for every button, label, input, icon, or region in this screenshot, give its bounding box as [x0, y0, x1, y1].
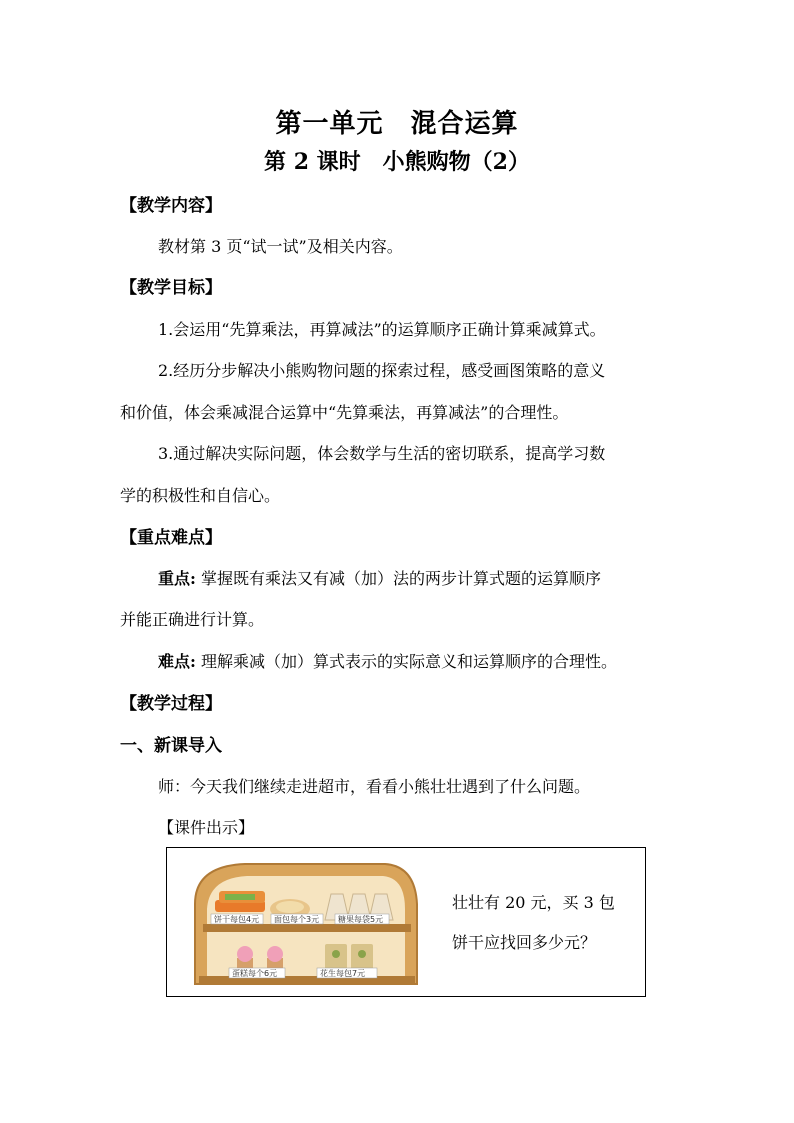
key-label: 重点: [158, 569, 196, 588]
biscuit-pack-icon [215, 891, 265, 912]
shelf-board-top [203, 924, 411, 932]
difficult-point [158, 649, 617, 672]
question-line-1: 壮壮有 20 元，买 3 包 [452, 893, 615, 912]
content-heading: 【教学内容】 [120, 196, 222, 216]
goal-3-line-1: 3.通过解决实际问题，体会数学与生活的密切联系，提高学习数 [158, 444, 606, 463]
process-heading: 【教学过程】 [120, 694, 222, 714]
price-text-biscuit: 饼干每包4元 [214, 915, 260, 924]
key-text: 掌握既有乘法又有减（加）法的两步计算式题的运算顺序 [195, 569, 602, 588]
price-text-bread: 面包每个3元 [274, 915, 320, 924]
price-label-cake [229, 968, 285, 978]
lesson-subtitle: 第 2 课时 小熊购物（2） [264, 149, 530, 175]
key-heading: 【重点难点】 [120, 528, 222, 548]
price-text-candy: 糖果每袋5元 [338, 915, 384, 924]
price-label-peanut [317, 968, 377, 978]
courseware-box [166, 847, 646, 997]
page-title: 第一单元 混合运算 [275, 109, 519, 139]
store-shelf-illustration [185, 854, 425, 994]
price-label-candy [335, 914, 389, 924]
courseware-heading: 【课件出示】 [158, 818, 255, 837]
goal-3-line-2: 学的积极性和自信心。 [120, 486, 281, 505]
goal-1: 1.会运用“先算乘法，再算减法”的运算顺序正确计算乘减算式。 [158, 320, 606, 339]
goal-2-line-1: 2.经历分步解决小熊购物问题的探索过程，感受画图策略的意义 [158, 361, 606, 380]
price-text-peanut: 花生每包7元 [320, 969, 366, 978]
difficult-label: 难点: [158, 652, 196, 671]
key-point-line-2: 并能正确进行计算。 [120, 610, 265, 629]
difficult-text: 理解乘减（加）算式表示的实际意义和运算顺序的合理性。 [195, 652, 618, 671]
price-label-bread [271, 914, 323, 924]
goal-2-line-2: 和价值，体会乘减混合运算中“先算乘法，再算减法”的合理性。 [120, 403, 569, 422]
question-line-2: 饼干应找回多少元？ [452, 933, 597, 952]
part-1-heading: 一、新课导入 [120, 736, 222, 756]
key-point-line-1 [158, 566, 601, 589]
goals-heading: 【教学目标】 [120, 278, 222, 298]
content-text: 教材第 3 页“试一试”及相关内容。 [158, 237, 403, 256]
price-label-biscuit [211, 914, 263, 924]
teacher-line: 师：今天我们继续走进超市，看看小熊壮壮遇到了什么问题。 [158, 777, 591, 796]
price-text-cake: 蛋糕每个6元 [232, 969, 278, 978]
